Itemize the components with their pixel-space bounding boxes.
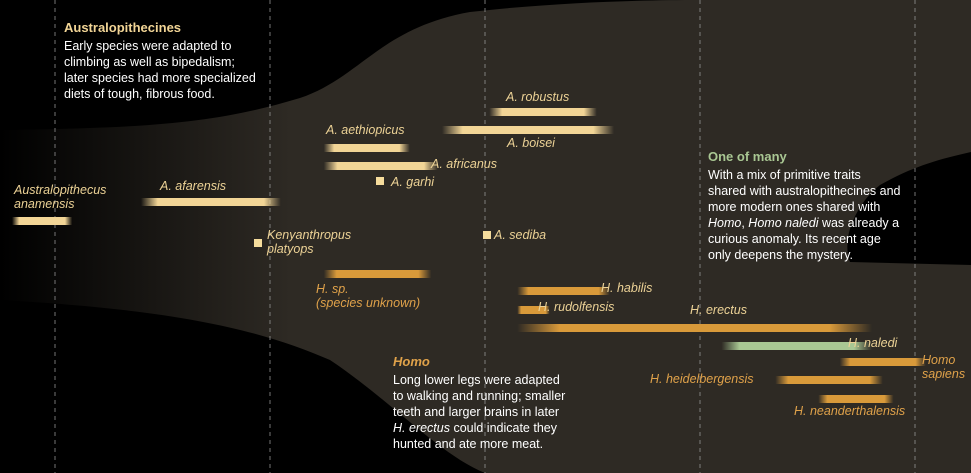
note-line: teeth and larger brains in later (393, 405, 560, 419)
label-aethiopicus: A. aethiopicus (326, 123, 405, 137)
note-span: could indicate they (449, 421, 557, 435)
note-span: , (741, 216, 749, 230)
note-em: Homo naledi (748, 216, 819, 230)
label-anamensis (14, 183, 106, 211)
marker-garhi (376, 177, 384, 185)
note-line: shared with australopithecines and (708, 184, 901, 198)
note-line: later species had more specialized (64, 71, 256, 85)
bar-robustus (489, 108, 597, 116)
marker-sediba (483, 231, 491, 239)
bar-heidelbergensis (775, 376, 883, 384)
note-line (708, 215, 900, 231)
label-afarensis: A. afarensis (160, 179, 227, 193)
label-neanderthalensis: H. neanderthalensis (794, 404, 906, 418)
note-line: Long lower legs were adapted (393, 373, 560, 387)
note-line: diets of tough, fibrous food. (64, 87, 215, 101)
note-line: hunted and ate more meat. (393, 437, 544, 451)
label-habilis: H. habilis (601, 281, 653, 295)
label-kenyanthropus-line1: Kenyanthropus (267, 228, 352, 242)
bar-erectus (517, 324, 872, 332)
bar-afarensis (141, 198, 281, 206)
note-line: only deepens the mystery. (708, 248, 853, 262)
bar-sapiens (840, 358, 926, 366)
label-h-sp (316, 282, 420, 310)
label-garhi: A. garhi (391, 175, 435, 189)
bar-neanderthalensis (818, 395, 893, 403)
label-africanus: A. africanus (431, 157, 498, 171)
note-line (393, 420, 565, 436)
label-sapiens-line1: Homo (922, 353, 956, 367)
note-span: was already a (818, 216, 900, 230)
label-rudolfensis: H. rudolfensis (538, 300, 615, 314)
label-h-sp-line2: (species unknown) (316, 296, 421, 310)
note-line: With a mix of primitive traits (708, 168, 861, 182)
label-sediba: A. sediba (494, 228, 547, 242)
note-em: H. erectus (393, 421, 450, 435)
bar-aethiopicus (324, 144, 410, 152)
bar-anamensis (12, 217, 72, 225)
bar-h-sp (324, 270, 432, 278)
note-line: climbing as well as bipedalism; (64, 55, 235, 69)
label-kenyanthropus (267, 228, 351, 256)
note-homo-title: Homo (393, 354, 430, 369)
label-naledi: H. naledi (848, 336, 898, 350)
note-australopithecines (64, 20, 256, 102)
label-erectus: H. erectus (690, 303, 747, 317)
note-one-of-many-title: One of many (708, 149, 787, 164)
label-boisei: A. boisei (507, 136, 555, 150)
note-line: curious anomaly. Its recent age (708, 232, 881, 246)
note-line: to walking and running; smaller (393, 389, 566, 403)
label-sapiens (922, 353, 965, 381)
bar-boisei (442, 126, 614, 134)
label-heidelbergensis: H. heidelbergensis (650, 372, 754, 386)
label-h-sp-line1: H. sp. (316, 282, 349, 296)
note-line: more modern ones shared with (708, 200, 881, 214)
bar-africanus (324, 162, 438, 170)
label-kenyanthropus-line2: platyops (267, 242, 314, 256)
label-anamensis-line2: anamensis (14, 197, 75, 211)
note-line: Early species were adapted to (64, 39, 232, 53)
label-robustus: A. robustus (506, 90, 570, 104)
marker-kenyanthropus (254, 239, 262, 247)
note-homo (393, 354, 565, 452)
note-australopithecines-title: Australopithecines (64, 20, 182, 35)
label-sapiens-line2: sapiens (922, 367, 966, 381)
label-anamensis-line1: Australopithecus (14, 183, 107, 197)
bar-habilis (517, 287, 609, 295)
note-one-of-many (708, 149, 900, 263)
note-em: Homo (708, 216, 742, 230)
